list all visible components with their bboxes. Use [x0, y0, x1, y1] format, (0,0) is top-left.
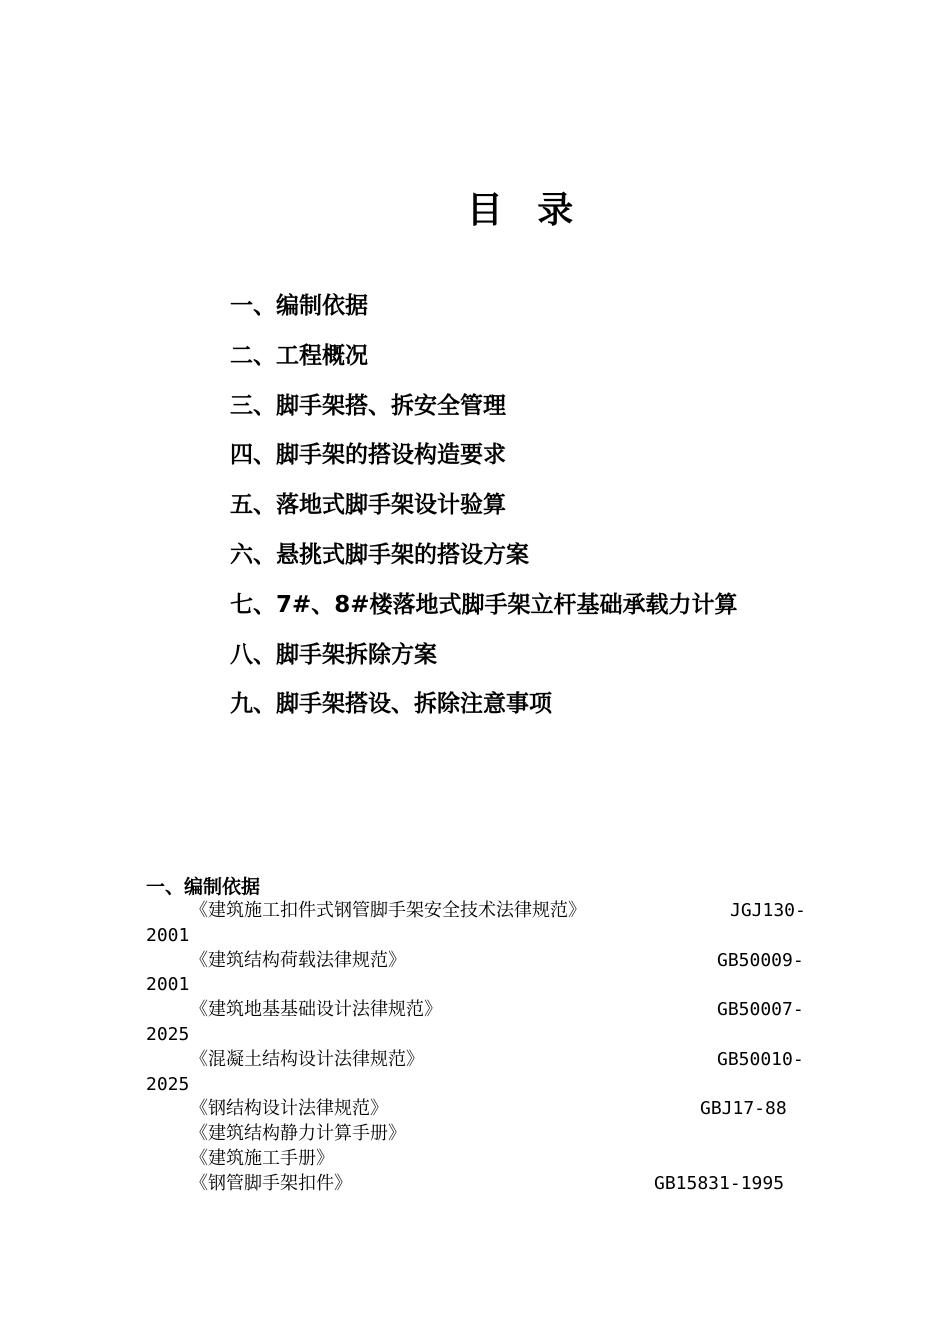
reference-title: 《建筑结构静力计算手册》 — [190, 1123, 406, 1145]
toc-item: 一、编制依据 — [230, 293, 368, 319]
toc-item: 二、工程概况 — [230, 342, 368, 369]
reference-item — [146, 949, 810, 999]
reference-code: GB50009- — [717, 949, 804, 971]
reference-code: GB15831-1995 — [654, 1172, 785, 1194]
reference-code: JGJ130- — [730, 900, 806, 921]
toc-title: 目 录 — [466, 189, 574, 231]
reference-item — [146, 998, 810, 1048]
reference-title: 《建筑地基基础设计法律规范》 — [190, 999, 442, 1021]
reference-code-wrap: 2001 — [146, 974, 190, 996]
toc-item: 九、脚手架搭设、拆除注意事项 — [230, 691, 552, 718]
toc-item: 四、脚手架的搭设构造要求 — [230, 442, 506, 469]
toc-list — [230, 282, 850, 730]
toc-item: 三、脚手架搭、拆安全管理 — [230, 392, 506, 419]
reference-item — [146, 1097, 810, 1122]
reference-item — [146, 1147, 810, 1172]
section-heading: 一、编制依据 — [146, 876, 261, 898]
reference-title: 《建筑施工手册》 — [190, 1147, 334, 1169]
reference-code-wrap: 2001 — [146, 924, 190, 946]
reference-title: 《建筑结构荷载法律规范》 — [190, 949, 406, 971]
reference-code-wrap: 2025 — [146, 1023, 190, 1045]
reference-item — [146, 899, 810, 949]
section-compilation-basis — [146, 875, 826, 1197]
reference-item — [146, 1048, 810, 1098]
reference-code: GBJ17-88 — [700, 1098, 787, 1120]
toc-item: 八、脚手架拆除方案 — [230, 641, 437, 668]
reference-code: GB50007- — [717, 999, 804, 1021]
reference-item — [146, 1122, 810, 1147]
reference-title: 《钢管脚手架扣件》 — [190, 1172, 352, 1194]
reference-code-wrap: 2025 — [146, 1073, 190, 1095]
reference-item — [146, 1172, 810, 1197]
reference-title: 《钢结构设计法律规范》 — [190, 1098, 388, 1120]
toc-item: 五、落地式脚手架设计验算 — [230, 492, 506, 519]
toc-item: 六、悬挑式脚手架的搭设方案 — [230, 541, 529, 568]
toc-item: 七、7#、8#楼落地式脚手架立杆基础承载力计算 — [230, 591, 738, 618]
reference-title: 《建筑施工扣件式钢管脚手架安全技术法律规范》 — [190, 900, 586, 921]
reference-code: GB50010- — [717, 1048, 804, 1070]
reference-title: 《混凝土结构设计法律规范》 — [190, 1048, 424, 1070]
